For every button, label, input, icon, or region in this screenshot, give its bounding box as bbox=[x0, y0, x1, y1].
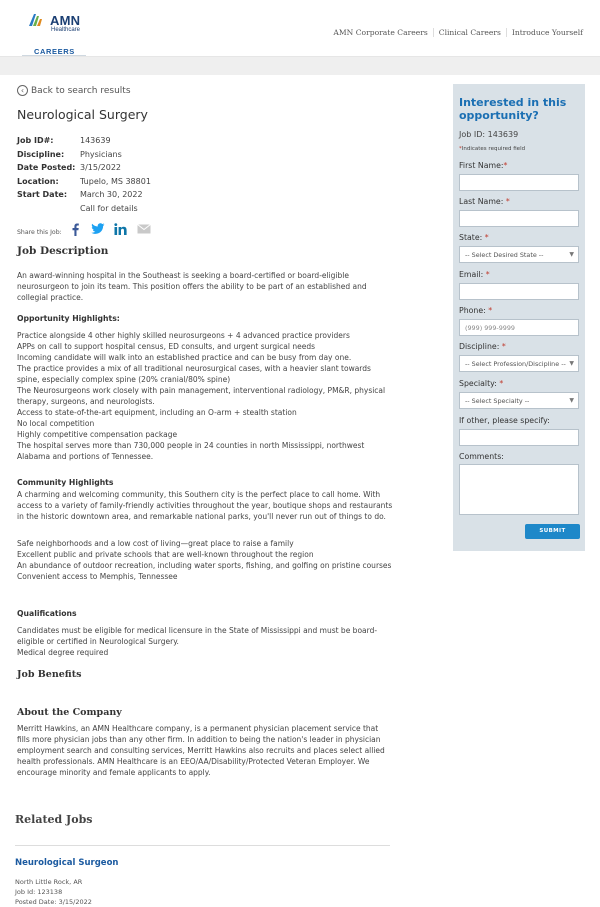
meta-row-start-date bbox=[17, 188, 151, 202]
meta-value: 143639 bbox=[80, 136, 111, 145]
meta-row-location bbox=[17, 175, 151, 189]
twitter-icon[interactable] bbox=[91, 222, 105, 236]
meta-label: Location: bbox=[17, 176, 59, 186]
job-meta bbox=[17, 134, 151, 215]
list-item: Medical degree required bbox=[17, 648, 109, 657]
list-item: Candidates must be eligible for medical licensure in the State of Mississippi and must be board-eligible or certified in Neurological Surgery. bbox=[17, 626, 378, 646]
opportunity-highlights-heading: Opportunity Highlights: bbox=[17, 314, 120, 323]
list-item: The hospital serves more than 730,000 people in 24 counties in north Mississippi, northwest Alabama and portions of Tennessee. bbox=[17, 441, 365, 461]
related-jobs-heading: Related Jobs bbox=[15, 813, 93, 826]
required-mark: * bbox=[499, 379, 504, 388]
list-item: Highly competitive compensation package bbox=[17, 430, 178, 439]
list-item: APPs on call to support hospital census, ED consults, and urgent surgical needs bbox=[17, 342, 316, 351]
job-intro: An award-winning hospital in the Southeast is seeking a board-certified or board-eligible neurosurgeon to join its team. This position offers the ability to be part of an established and collegial practice. bbox=[17, 271, 367, 302]
list-item: Convenient access to Memphis, Tennessee bbox=[17, 572, 178, 581]
job-title: Neurological Surgery bbox=[17, 107, 148, 122]
discipline-select-value: -- Select Profession/Discipline -- bbox=[465, 360, 566, 368]
opportunity-highlights-list bbox=[17, 330, 393, 462]
list-item: Excellent public and private schools that are well-known throughout the region bbox=[17, 550, 314, 559]
phone-label bbox=[459, 306, 492, 315]
list-item: The Neurosurgeons work closely with pain management, interventional radiology, PM&R, physical therapy, surgeons, and neurologists. bbox=[17, 386, 386, 406]
meta-value: Physicians bbox=[80, 149, 122, 159]
specialty-select-value: -- Select Specialty -- bbox=[465, 397, 530, 405]
list-item: Practice alongside 4 other highly skilled neurosurgeons + 4 advanced practice providers bbox=[17, 331, 350, 340]
list-item: Access to state-of-the-art equipment, including an O-arm + stealth station bbox=[17, 408, 297, 417]
amn-logo-icon bbox=[27, 12, 43, 28]
phone-input[interactable] bbox=[459, 319, 579, 336]
related-job-date: Posted Date: 3/15/2022 bbox=[15, 898, 92, 906]
required-mark: * bbox=[505, 197, 510, 206]
chevron-down-icon: ▼ bbox=[569, 397, 574, 404]
label-text: State: bbox=[459, 233, 485, 242]
back-link-label: Back to search results bbox=[31, 85, 131, 96]
logo-brand: AMN bbox=[50, 13, 81, 28]
label-text: First Name: bbox=[459, 161, 504, 170]
meta-label: Job ID#: bbox=[17, 136, 54, 145]
job-description-heading: Job Description bbox=[17, 245, 109, 257]
related-job-location: North Little Rock, AR bbox=[15, 878, 83, 886]
related-job-title-link[interactable]: Neurological Surgeon bbox=[15, 858, 119, 868]
related-divider bbox=[15, 845, 390, 846]
header-band bbox=[0, 57, 600, 75]
job-benefits-heading: Job Benefits bbox=[17, 669, 82, 680]
discipline-select[interactable] bbox=[459, 355, 579, 372]
logo-careers: CAREERS bbox=[34, 47, 75, 56]
required-mark: * bbox=[501, 342, 506, 351]
qualifications-heading: Qualifications bbox=[17, 609, 77, 618]
required-mark: * bbox=[503, 161, 508, 170]
label-text: Phone: bbox=[459, 306, 489, 315]
form-job-id: Job ID: 143639 bbox=[459, 130, 519, 139]
required-mark: * bbox=[459, 146, 462, 152]
meta-row-job-id bbox=[17, 134, 151, 148]
site-header bbox=[0, 0, 600, 57]
about-company-heading: About the Company bbox=[17, 707, 122, 718]
meta-label bbox=[17, 202, 80, 216]
discipline-label bbox=[459, 342, 506, 351]
email-icon[interactable] bbox=[137, 222, 151, 236]
last-name-input[interactable] bbox=[459, 210, 579, 227]
nav-introduce-yourself[interactable]: Introduce Yourself bbox=[506, 28, 588, 37]
required-note-text: Indicates required field bbox=[461, 146, 526, 152]
chevron-down-icon: ▼ bbox=[569, 360, 574, 367]
label-text: Discipline: bbox=[459, 342, 502, 351]
label-text: Specialty: bbox=[459, 379, 500, 388]
related-job-id: Job Id: 123138 bbox=[15, 888, 63, 896]
linkedin-icon[interactable] bbox=[114, 222, 128, 236]
specialty-select[interactable] bbox=[459, 392, 579, 409]
required-mark: * bbox=[485, 270, 490, 279]
qualifications-list bbox=[17, 625, 393, 658]
meta-label: Discipline: bbox=[17, 149, 65, 159]
nav-corporate-careers[interactable]: AMN Corporate Careers bbox=[333, 28, 428, 37]
first-name-input[interactable] bbox=[459, 174, 579, 191]
top-nav bbox=[328, 28, 588, 37]
meta-label: Start Date: bbox=[17, 190, 68, 199]
application-form bbox=[453, 84, 585, 551]
community-intro: A charming and welcoming community, this Southern city is the perfect place to call home. With access to a variety of family-friendly activities throughout the year, boutique shops and restaurants in the historic downtown area, and remarkable national parks, you'll never run out of things to do. bbox=[17, 490, 393, 521]
meta-value: Call for details bbox=[80, 203, 138, 213]
specialty-label bbox=[459, 379, 503, 388]
related-job-info bbox=[15, 877, 92, 907]
label-text: Last Name: bbox=[459, 197, 506, 206]
submit-button[interactable]: SUBMIT bbox=[525, 524, 580, 539]
required-mark: * bbox=[484, 233, 489, 242]
phone-placeholder: (999) 999-9999 bbox=[465, 324, 515, 332]
share-bar bbox=[17, 222, 160, 236]
meta-value: 3/15/2022 bbox=[80, 163, 122, 172]
list-item: An abundance of outdoor recreation, including water sports, fishing, and golfing on pristine courses bbox=[17, 561, 392, 570]
meta-label: Date Posted: bbox=[17, 163, 76, 172]
list-item: Safe neighborhoods and a low cost of living—great place to raise a family bbox=[17, 539, 294, 548]
community-highlights-list bbox=[17, 538, 393, 582]
nav-clinical-careers[interactable]: Clinical Careers bbox=[433, 28, 506, 37]
comments-textarea[interactable] bbox=[459, 464, 579, 515]
logo-sub: Healthcare bbox=[51, 27, 81, 33]
comments-label: Comments: bbox=[459, 452, 504, 461]
required-note bbox=[459, 146, 525, 152]
other-specialty-label: If other, please specify: bbox=[459, 416, 550, 425]
form-heading: Interested in this opportunity? bbox=[459, 96, 567, 122]
meta-value: March 30, 2022 bbox=[80, 190, 143, 199]
meta-row-date-posted bbox=[17, 161, 151, 175]
community-highlights-heading: Community Highlights bbox=[17, 478, 114, 487]
chevron-down-icon: ▼ bbox=[569, 251, 574, 258]
list-item: Incoming candidate will walk into an established practice and can be busy from day one. bbox=[17, 353, 352, 362]
about-company-text: Merritt Hawkins, an AMN Healthcare company, is a permanent physician placement service that fills more physician jobs than any other firm. In addition to being the nation's leader in physician employment search and consulting services, Merritt Hawkins also recruits and places select allied health professionals. AMN Healthcare is an EEO/AA/Disability/Protected Veteran Employer. We encourage minority and female applicants to apply. bbox=[17, 724, 385, 777]
back-to-search-link[interactable] bbox=[17, 85, 131, 96]
state-select-value: -- Select Desired State -- bbox=[465, 251, 544, 259]
meta-row-discipline bbox=[17, 148, 151, 162]
other-specialty-input[interactable] bbox=[459, 429, 579, 446]
facebook-icon[interactable] bbox=[68, 222, 82, 236]
email-field[interactable] bbox=[459, 283, 579, 300]
amn-logo[interactable] bbox=[22, 8, 86, 56]
list-item: The practice provides a mix of all traditional neurosurgical cases, with a heavier slant towards spine, especially complex spine (20% cranial/80% spine) bbox=[17, 364, 371, 384]
list-item: No local competition bbox=[17, 419, 95, 428]
state-label bbox=[459, 233, 489, 242]
meta-value: Tupelo, MS 38801 bbox=[80, 176, 151, 186]
required-mark: * bbox=[488, 306, 493, 315]
share-label: Share this Job: bbox=[17, 228, 62, 236]
meta-row-call bbox=[17, 202, 151, 216]
last-name-label bbox=[459, 197, 510, 206]
label-text: Email: bbox=[459, 270, 486, 279]
state-select[interactable] bbox=[459, 246, 579, 263]
first-name-label bbox=[459, 161, 507, 170]
email-label bbox=[459, 270, 490, 279]
back-arrow-icon: ‹ bbox=[17, 85, 28, 96]
